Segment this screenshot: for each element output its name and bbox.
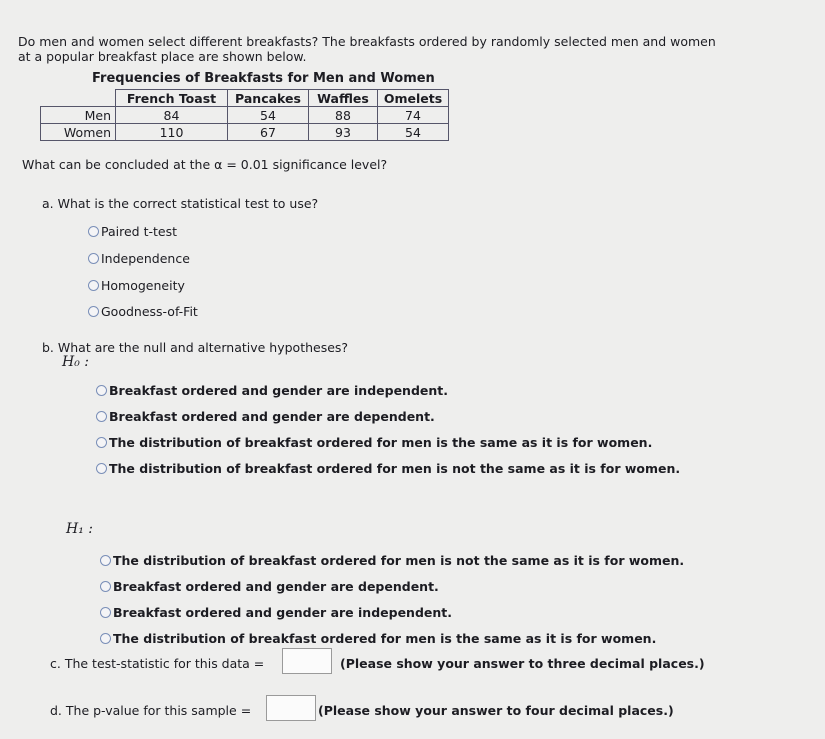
row-label: Women <box>41 124 116 141</box>
option-homogeneity[interactable] <box>88 278 185 293</box>
table-cell: 54 <box>378 124 449 141</box>
column-header: Pancakes <box>228 90 309 107</box>
h0-option-not-same[interactable] <box>96 461 680 476</box>
table-cell: 67 <box>228 124 309 141</box>
option-label: Independence <box>101 251 190 266</box>
option-label: Breakfast ordered and gender are independent. <box>113 605 452 620</box>
option-label: Breakfast ordered and gender are dependent. <box>113 579 439 594</box>
h0-option-same[interactable] <box>96 435 652 450</box>
option-label: Breakfast ordered and gender are dependent. <box>109 409 435 424</box>
radio-button[interactable] <box>96 463 107 474</box>
radio-button[interactable] <box>96 411 107 422</box>
table-cell: 93 <box>309 124 378 141</box>
frequency-table <box>40 89 449 141</box>
table-row <box>41 107 449 124</box>
table-cell: 74 <box>378 107 449 124</box>
test-statistic-input[interactable] <box>282 648 332 674</box>
h0-label: H₀ : <box>62 354 89 370</box>
column-header: French Toast <box>116 90 228 107</box>
part-a-prompt: a. What is the correct statistical test to use? <box>42 196 319 211</box>
radio-button[interactable] <box>88 280 99 291</box>
column-header: Omelets <box>378 90 449 107</box>
table-cell: 110 <box>116 124 228 141</box>
row-label: Men <box>41 107 116 124</box>
significance-question: What can be concluded at the α = 0.01 significance level? <box>22 157 388 172</box>
table-cell: 54 <box>228 107 309 124</box>
radio-button[interactable] <box>88 253 99 264</box>
table-cell: 88 <box>309 107 378 124</box>
radio-button[interactable] <box>96 385 107 396</box>
part-d-hint: (Please show your answer to four decimal places.) <box>318 703 674 718</box>
h1-option-same[interactable] <box>100 631 656 646</box>
option-paired-t-test[interactable] <box>88 224 177 239</box>
part-c-prompt: c. The test-statistic for this data = <box>50 656 265 671</box>
option-label: Goodness-of-Fit <box>101 304 198 319</box>
h1-option-dependent[interactable] <box>100 579 439 594</box>
option-goodness-of-fit[interactable] <box>88 304 198 319</box>
option-independence[interactable] <box>88 251 190 266</box>
radio-button[interactable] <box>88 226 99 237</box>
radio-button[interactable] <box>100 555 111 566</box>
option-label: The distribution of breakfast ordered for men is the same as it is for women. <box>109 435 653 450</box>
option-label: Breakfast ordered and gender are independent. <box>109 383 448 398</box>
radio-button[interactable] <box>100 633 111 644</box>
intro-line-1: Do men and women select different breakfasts? The breakfasts ordered by randomly selected men and women <box>18 34 716 49</box>
option-label: Paired t-test <box>101 224 177 239</box>
radio-button[interactable] <box>100 607 111 618</box>
h0-option-dependent[interactable] <box>96 409 435 424</box>
table-caption: Frequencies of Breakfasts for Men and Women <box>92 71 435 86</box>
h0-option-independent[interactable] <box>96 383 448 398</box>
table-cell: 84 <box>116 107 228 124</box>
radio-button[interactable] <box>88 306 99 317</box>
option-label: The distribution of breakfast ordered for men is not the same as it is for women. <box>109 461 681 476</box>
table-corner <box>41 90 116 107</box>
table-row <box>41 124 449 141</box>
table-header-row <box>41 90 449 107</box>
p-value-input[interactable] <box>266 695 316 721</box>
option-label: Homogeneity <box>101 278 185 293</box>
option-label: The distribution of breakfast ordered for men is not the same as it is for women. <box>113 553 685 568</box>
radio-button[interactable] <box>96 437 107 448</box>
part-b-prompt: b. What are the null and alternative hypotheses? <box>42 340 349 355</box>
h1-option-independent[interactable] <box>100 605 452 620</box>
option-label: The distribution of breakfast ordered for men is the same as it is for women. <box>113 631 657 646</box>
h1-option-not-same[interactable] <box>100 553 684 568</box>
h1-label: H₁ : <box>66 521 93 537</box>
radio-button[interactable] <box>100 581 111 592</box>
part-c-hint: (Please show your answer to three decimal places.) <box>340 656 705 671</box>
column-header: Waffles <box>309 90 378 107</box>
part-d-prompt: d. The p-value for this sample = <box>50 703 252 718</box>
intro-line-2: at a popular breakfast place are shown below. <box>18 49 307 64</box>
